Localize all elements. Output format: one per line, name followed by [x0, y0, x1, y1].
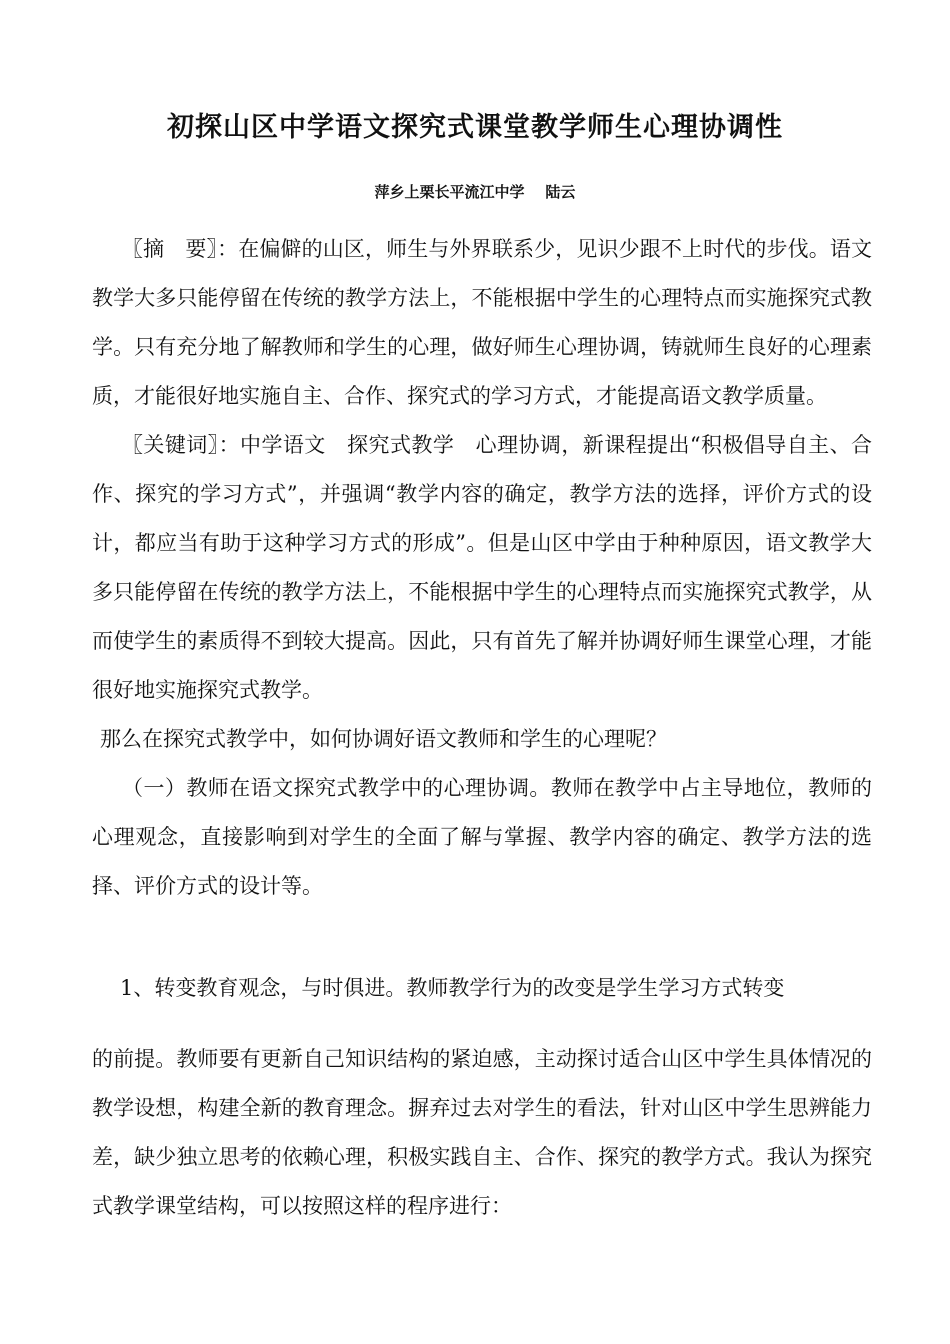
question-paragraph: 那么在探究式教学中，如何协调好语文教师和学生的心理呢？: [100, 727, 667, 751]
author-line: 萍乡上栗长平流江中学 陆云: [374, 183, 576, 201]
point-one-heading: 1、转变教育观念，与时俱进。教师教学行为的改变是学生学习方式转变: [120, 976, 785, 1000]
document-title: 初探山区中学语文探究式课堂教学师生心理协调性: [167, 112, 783, 143]
body-text-lower: [92, 964, 872, 1231]
section-one-paragraph: （一）教师在语文探究式教学中的心理协调。教师在教学中占主导地位，教师的心理观念，直接影响到对学生的全面了解与掌握、教学内容的确定、教学方法的选择、评价方式的设计等。: [92, 776, 872, 898]
abstract-paragraph: 〖摘 要〗：在偏僻的山区，师生与外界联系少，见识少跟不上时代的步伐。语文教学大多只能停留在传统的教学方法上，不能根据中学生的心理特点而实施探究式教学。只有充分地了解教师和学生的心理，做好师生心理协调，铸就师生良好的心理素质，才能很好地实施自主、合作、探究式的学习方式，才能提高语文教学质量。: [92, 237, 872, 408]
point-one-paragraph: 的前提。教师要有更新自己知识结构的紧迫感，主动探讨适合山区中学生具体情况的教学设想，构建全新的教育理念。摒弃过去对学生的看法，针对山区中学生思辨能力差，缺少独立思考的依赖心理，积极实践自主、合作、探究的教学方式。我认为探究式教学课堂结构，可以按照这样的程序进行：: [92, 1047, 872, 1218]
keywords-paragraph: 〖关键词〗：中学语文 探究式教学 心理协调，新课程提出“积极倡导自主、合作、探究的学习方式”，并强调“教学内容的确定，教学方法的选择，评价方式的设计，都应当有助于这种学习方式的形成”。但是山区中学由于种种原因，语文教学大多只能停留在传统的教学方法上，不能根据中学生的心理特点而实施探究式教学，从而使学生的素质得不到较大提高。因此，只有首先了解并协调好师生课堂心理，才能很好地实施探究式教学。: [92, 433, 872, 702]
body-text-upper: [92, 225, 872, 911]
